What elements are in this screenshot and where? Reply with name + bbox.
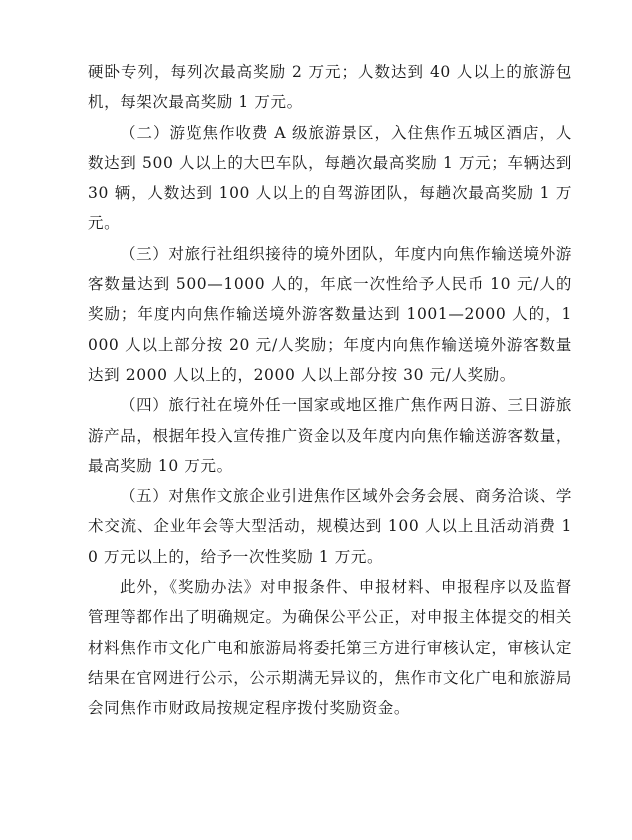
paragraph-item-3: （三）对旅行社组织接待的境外团队，年度内向焦作输送境外游客数量达到 500—1000 人的，年底一次性给予人民币 10 元/人的奖励；年度内向焦作输送境外游客数量达到 1001—2000 人的，1000 人以上部分按 20 元/人奖励；年度内向焦作输送境外游客数量达到 2000 人以上的，2000 人以上部分按 30 元/人奖励。 [88,244,572,384]
paragraph-continuation: 硬卧专列，每列次最高奖励 2 万元；人数达到 40 人以上的旅游包机，每架次最高奖励 1 万元。 [88,63,572,112]
paragraph-item-4: （四）旅行社在境外任一国家或地区推广焦作两日游、三日游旅游产品，根据年投入宣传推广资金以及年度内向焦作输送游客数量，最高奖励 10 万元。 [88,396,572,475]
paragraph-item-5: （五）对焦作文旅企业引进焦作区域外会务会展、商务洽谈、学术交流、企业年会等大型活动，规模达到 100 人以上且活动消费 10 万元以上的，给予一次性奖励 1 万元。 [88,487,572,566]
paragraph-item-2: （二）游览焦作收费 A 级旅游景区，入住焦作五城区酒店，人数达到 500 人以上的大巴车队，每趟次最高奖励 1 万元；车辆达到 30 辆，人数达到 100 人以上的自驾游团队，每趟次最高奖励 1 万元。 [88,123,572,233]
paragraph-summary: 此外，《奖励办法》对申报条件、申报材料、申报程序以及监督管理等都作出了明确规定。为确保公平公正，对申报主体提交的相关材料焦作市文化广电和旅游局将委托第三方进行审核认定，审核认定结果在官网进行公示，公示期满无异议的，焦作市文化广电和旅游局会同焦作市财政局按规定程序拨付奖励资金。 [88,578,572,718]
document-body [88,57,572,724]
